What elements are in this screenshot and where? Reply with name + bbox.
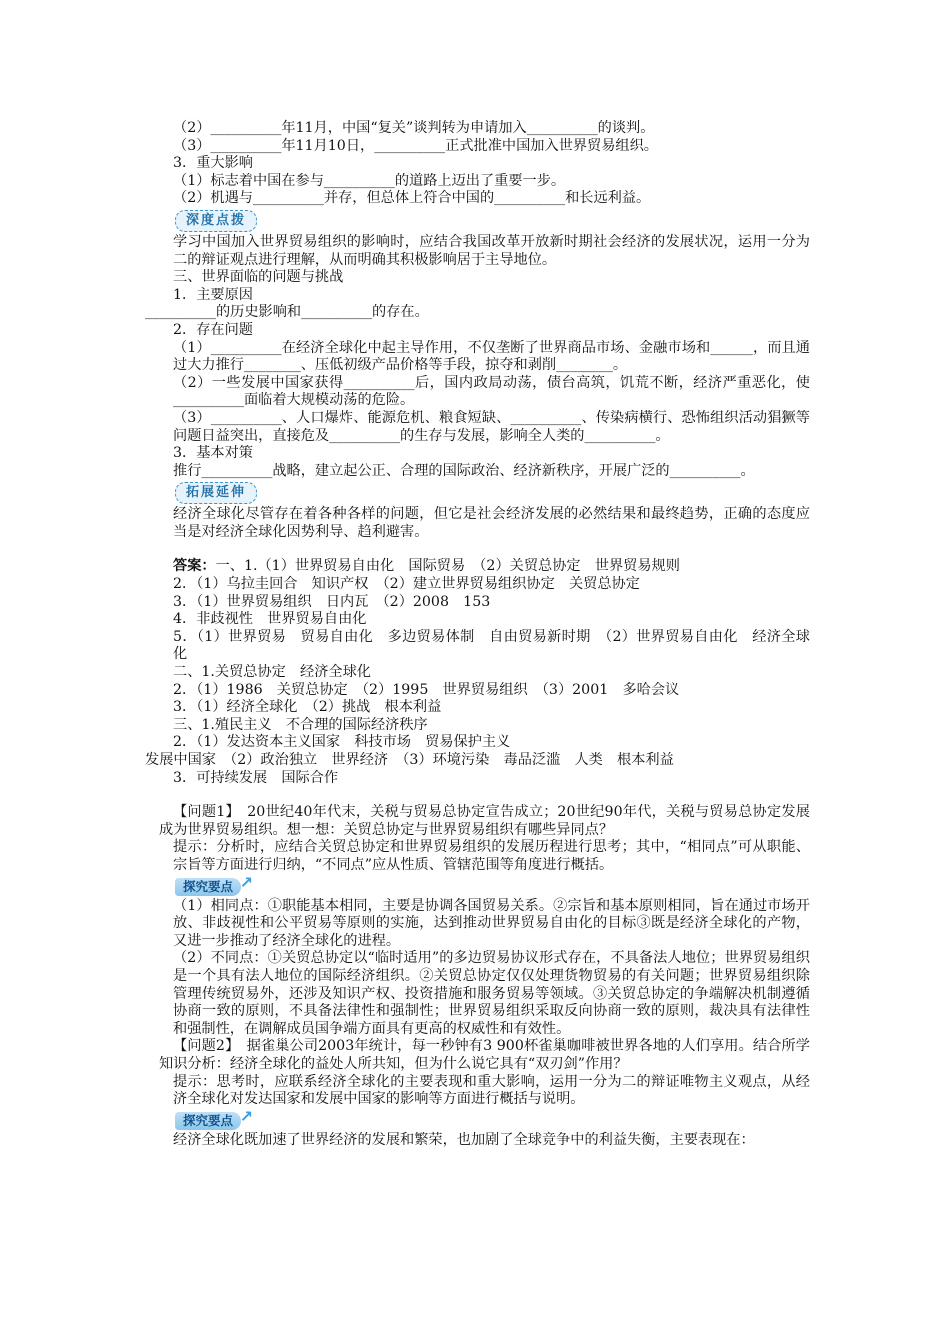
text-paragraph: （3）__________、人口爆炸、能源危机、粮食短缺、__________、传染病横行、恐怖组织活动猖獗等问题日益突出，直接危及__________的生存与发展，影响全人类的__________。	[173, 409, 810, 444]
extension-text: 经济全球化尽管存在着各种各样的问题，但它是社会经济发展的必然结果和最终趋势，正确的态度应当是对经济全球化因势利导、趋利避害。	[173, 506, 810, 540]
text-paragraph: （2）一些发展中国家获得__________后，国内政局动荡，债台高筑，饥荒不断，经济严重恶化，使__________面临着大规模动荡的危险。	[173, 374, 810, 409]
explore-text: 经济全球化既加速了世界经济的发展和繁荣，也加剧了全球竞争中的利益失衡，主要表现在：	[173, 1131, 755, 1148]
text-paragraph: 推行__________战略，建立起公正、合理的国际政治、经济新秩序，开展广泛的__________。	[173, 462, 755, 479]
question-text: 【问题1】 20世纪40年代末，关税与贸易总协定宣告成立；20世纪90年代，关税与贸易总协定发展成为世界贸易组织。想一想：关贸总协定与世界贸易组织有哪些异同点？	[159, 804, 810, 838]
hint-text: 提示：分析时，应结合关贸总协定和世界贸易组织的发展历程进行思考；其中，“相同点”可从职能、宗旨等方面进行归纳，“不同点”应从性质、管辖范围等角度进行概括。	[173, 839, 810, 873]
answer-block	[145, 558, 810, 787]
answer-line: 4．非歧视性 世界贸易自由化	[173, 611, 367, 628]
text-line: 1．主要原因	[173, 286, 253, 303]
answer-line: 一、1.（1）世界贸易自由化 国际贸易 （2）关贸总协定 世界贸易规则	[215, 558, 680, 575]
text-line: （2）__________年11月，中国“复关”谈判转为申请加入__________的谈判。	[173, 120, 655, 136]
question-2	[145, 1038, 810, 1149]
answer-line: 5．（1）世界贸易 贸易自由化 多边贸易体制 自由贸易新时期 （2）世界贸易自由化 经济全球化	[173, 628, 810, 663]
text-line: __________的历史影响和__________的存在。	[145, 304, 429, 321]
answer-line: 3．可持续发展 国际合作	[173, 769, 339, 786]
answer-line: 3．（1）世界贸易组织 日内瓦 （2）2008 153	[173, 593, 491, 610]
section-three	[145, 269, 810, 480]
answer-line: 三、1.殖民主义 不合理的国际经济秩序	[173, 716, 428, 733]
text-paragraph: （1）__________在经济全球化中起主导作用，不仅垄断了世界商品市场、金融市场和______，而且通过大力推行________、压低初级产品价格等手段，掠夺和剥削________。	[173, 339, 810, 374]
explore-badge: 探究要点 ↗	[175, 878, 241, 896]
deep-tip-text: 学习中国加入世界贸易组织的影响时，应结合我国改革开放新时期社会经济的发展状况，运用一分为二的辩证观点进行理解，从而明确其积极影响居于主导地位。	[173, 233, 810, 268]
text-line: （2）机遇与__________并存，但总体上符合中国的__________和长远利益。	[173, 190, 651, 207]
section-heading: 三、世界面临的问题与挑战	[173, 269, 344, 286]
extension-badge: 拓展延伸	[175, 482, 257, 504]
text-line: （3）__________年11月10日，__________正式批准中国加入世界贸易组织。	[173, 137, 658, 154]
spacer	[145, 787, 810, 804]
answer-line: 2．（1）发达资本主义国家 科技市场 贸易保护主义	[173, 734, 511, 751]
answer-label: 答案：	[173, 558, 216, 575]
section-two-continued	[145, 120, 810, 208]
answer-line: 2．（1）1986 关贸总协定 （2）1995 世界贸易组织 （3）2001 多哈会议	[173, 681, 680, 698]
text-line: 3．基本对策	[173, 445, 253, 462]
answer-line: 二、1.关贸总协定 经济全球化	[173, 664, 371, 681]
hint-text: 提示：思考时，应联系经济全球化的主要表现和重大影响，运用一分为二的辩证唯物主义观点，从经济全球化对发达国家和发展中国家的影响等方面进行概括与说明。	[173, 1073, 810, 1108]
document-page	[145, 120, 810, 1149]
question-text: 【问题2】 据雀巢公司2003年统计，每一秒钟有3 900杯雀巢咖啡被世界各地的人们享用。结合所学知识分析：经济全球化的益处人所共知，但为什么说它具有“双刃剑”作用？	[159, 1038, 810, 1072]
text-line: 3．重大影响	[173, 155, 253, 172]
text-line: 2．存在问题	[173, 321, 253, 338]
deep-tip-badge: 深度点拨	[175, 210, 257, 232]
answer-line: 发展中国家 （2）政治独立 世界经济 （3）环境污染 毒品泛滥 人类 根本利益	[145, 752, 674, 768]
question-1	[145, 804, 810, 1038]
explore-badge: 探究要点 ↗	[175, 1112, 241, 1130]
spacer	[145, 541, 810, 558]
explore-text: （1）相同点：①职能基本相同，主要是协调各国贸易关系。②宗旨和基本原则相同，旨在通过市场开放、非歧视性和公平贸易等原则的实施，达到推动世界贸易自由化的目标③既是经济全球化的产物，又进一步推动了经济全球化的进程。	[173, 897, 810, 949]
answer-line: 3．（1）经济全球化 （2）挑战 根本利益	[173, 699, 442, 716]
explore-text: （2）不同点：①关贸总协定以“临时适用”的多边贸易协议形式存在，不具备法人地位；世界贸易组织是一个具有法人地位的国际经济组织。②关贸总协定仅仅处理货物贸易的有关问题；世界贸易组织除管理传统贸易外，还涉及知识产权、投资措施和服务贸易等领域。③关贸总协定的争端解决机制遵循协商一致的原则，不具备法律性和强制性；世界贸易组织采取反向协商一致的原则，裁决具有法律性和强制性，在调解成员国争端方面具有更高的权威性和有效性。	[173, 950, 810, 1037]
text-line: （1）标志着中国在参与__________的道路上迈出了重要一步。	[173, 172, 566, 189]
answer-line: 2．（1）乌拉圭回合 知识产权 （2）建立世界贸易组织协定 关贸总协定	[173, 576, 640, 593]
